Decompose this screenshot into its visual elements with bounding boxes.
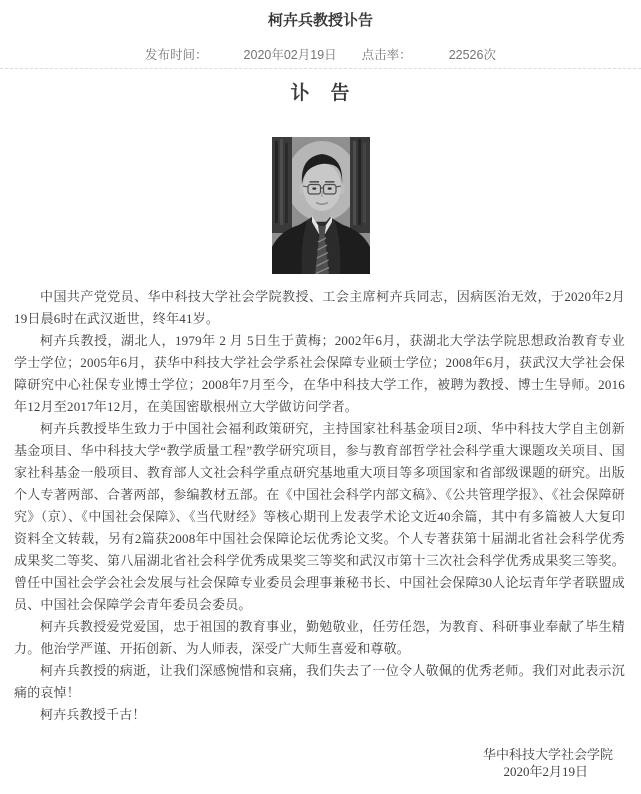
signature-block bbox=[0, 746, 641, 794]
portrait-photo bbox=[272, 137, 370, 274]
obituary-paragraph-6: 柯卉兵教授千古！ bbox=[40, 707, 146, 722]
obituary-paragraph-1: 中国共产党党员、华中科技大学社会学院教授、工会主席柯卉兵同志，因病医治无效，于2020年2月19日晨6时在武汉逝世，终年41岁。 bbox=[14, 289, 625, 326]
hit-count-value: 22526次 bbox=[448, 48, 496, 62]
publish-time-label: 发布时间： bbox=[145, 48, 208, 62]
hit-count-label: 点击率： bbox=[361, 48, 412, 62]
page-title: 柯卉兵教授讣告 bbox=[267, 12, 373, 29]
notice-heading: 讣 告 bbox=[290, 83, 351, 104]
obituary-paragraph-4: 柯卉兵教授爱党爱国，忠于祖国的教育事业，勤勉敬业，任劳任怨，为教育、科研事业奉献了毕生精力。他治学严谨、开拓创新、为人师表，深受广大师生喜爱和尊敬。 bbox=[14, 619, 625, 656]
meta-row bbox=[0, 48, 641, 62]
signature-org: 华中科技大学社会学院 bbox=[482, 747, 613, 762]
obituary-paragraph-5: 柯卉兵教授的病逝，让我们深感惋惜和哀痛，我们失去了一位令人敬佩的优秀老师。我们对此表示沉痛的哀悼！ bbox=[14, 663, 625, 700]
obituary-paragraph-2: 柯卉兵教授，湖北人，1979年 2 月 5日生于黄梅；2002年6月，获湖北大学法学院思想政治教育专业学士学位；2005年6月，获华中科技大学社会学系社会保障专业硕士学位；2008年6月，获武汉大学社会保障研究中心社保专业博士学位；2008年7月至今，在华中科技大学工作，被聘为教授、博士生导师。2016年12月至2017年12月，在美国密歇根州立大学做访问学者。 bbox=[14, 333, 625, 414]
publish-time-value: 2020年02月19日 bbox=[243, 48, 337, 62]
obituary-paragraph-3: 柯卉兵教授毕生致力于中国社会福利政策研究，主持国家社科基金项目2项、华中科技大学自主创新基金项目、华中科技大学“教学质量工程”教学研究项目，参与教育部哲学社会科学重大课题攻关项目、国家社科基金一般项目、教育部人文社会科学重点研究基地重大项目等多项国家和省部级课题的研究。出版个人专著两部、合著两部，参编教材五部。在《中国社会科学内部文稿》、《公共管理学报》、《社会保障研究》（京）、《中国社会保障》、《当代财经》等核心期刊上发表学术论文近40余篇，其中有多篇被人大复印资料全文转载，另有2篇获2008年中国社会保障论坛优秀论文奖。个人专著获第十届湖北省社会科学优秀成果奖二等奖、第八届湖北省社会科学优秀成果奖三等奖和武汉市第十三次社会科学优秀成果奖三等奖。曾任中国社会学会社会发展与社会保障专业委员会理事兼秘书长、中国社会保障30人论坛青年学者联盟成员、中国社会保障学会青年委员会委员。 bbox=[14, 421, 625, 612]
dashed-divider bbox=[0, 68, 641, 69]
obituary-body bbox=[14, 286, 625, 726]
signature-date: 2020年2月19日 bbox=[503, 764, 588, 779]
portrait-image bbox=[272, 137, 370, 274]
